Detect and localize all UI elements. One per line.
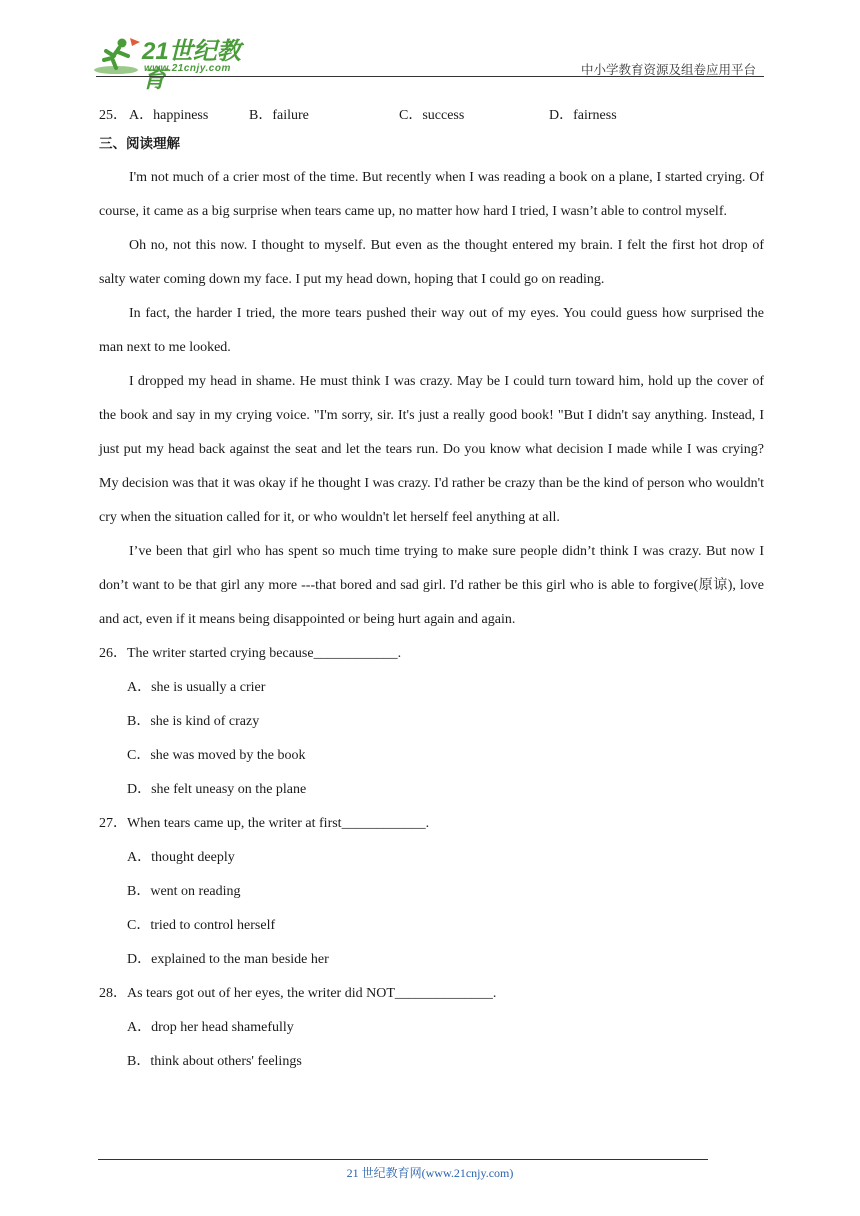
logo-wordmark: 21世纪教育 bbox=[142, 38, 241, 93]
option-a: A．happiness bbox=[129, 108, 209, 123]
question-28-option-a: A．drop her head shamefully bbox=[127, 1020, 294, 1035]
header-divider bbox=[96, 76, 764, 77]
passage-paragraph-4: I dropped my head in shame. He must think I was crazy. May be I could turn toward him, hold up the cover of the book and say in my crying voice. "I'm sorry, sir. It's just a really good book! "But I didn't say anything. Instead, I just put my head back against the seat and let the tears run. Do you know what decision I made while I was crying? My decision was that it was okay if he thought I was crazy. I'd rather be crazy than be the kind of person who wouldn't cry when the situation called for it, or who wouldn't let herself feel anything at all. bbox=[99, 374, 764, 525]
logo-url: www.21cnjy.com bbox=[144, 63, 231, 74]
question-25-options bbox=[99, 105, 764, 127]
question-28-stem: 28．As tears got out of her eyes, the writer did NOT______________. bbox=[99, 986, 497, 1001]
question-26-option-d: D．she felt uneasy on the plane bbox=[127, 782, 307, 797]
question-26-stem: 26．The writer started crying because____________. bbox=[99, 646, 402, 661]
passage-paragraph-2: Oh no, not this now. I thought to myself. But even as the thought entered my brain. I felt the first hot drop of salty water coming down my face. I put my head down, hoping that I could go on reading. bbox=[99, 238, 764, 287]
question-26-option-c: C．she was moved by the book bbox=[127, 748, 306, 763]
option-d: D．fairness bbox=[549, 108, 617, 123]
header-platform-name: 中小学教育资源及组卷应用平台 bbox=[580, 63, 756, 77]
question-28-option-b: B．think about others' feelings bbox=[127, 1054, 302, 1069]
question-26-option-a: A．she is usually a crier bbox=[127, 680, 266, 695]
question-27-option-c: C．tried to control herself bbox=[127, 918, 276, 933]
question-26-option-b: B．she is kind of crazy bbox=[127, 714, 260, 729]
question-27-stem: 27．When tears came up, the writer at first____________. bbox=[99, 816, 430, 831]
runner-logo-icon bbox=[92, 36, 144, 76]
footer-divider bbox=[98, 1159, 708, 1160]
question-number: 25． bbox=[99, 108, 127, 123]
passage-paragraph-5: I’ve been that girl who has spent so much time trying to make sure people didn’t think I was crazy. But now I don’t want to be that girl any more ---that bored and sad girl. I'd rather be this girl who is able to forgive(原谅), love and act, even if it means being disappointed or being hurt again and again. bbox=[99, 544, 764, 627]
passage-paragraph-3: In fact, the harder I tried, the more tears pushed their way out of my eyes. You could guess how surprised the man next to me looked. bbox=[99, 306, 764, 355]
passage-paragraph-1: I'm not much of a crier most of the time. But recently when I was reading a book on a plane, I started crying. Of course, it came as a big surprise when tears came up, no matter how hard I tried, I wasn’t able to control myself. bbox=[99, 170, 764, 219]
site-logo[interactable] bbox=[92, 36, 262, 93]
option-c: C．success bbox=[399, 108, 465, 123]
question-27-option-a: A．thought deeply bbox=[127, 850, 235, 865]
question-27-option-b: B．went on reading bbox=[127, 884, 241, 899]
question-27-option-d: D．explained to the man beside her bbox=[127, 952, 329, 967]
section-title: 三、阅读理解 bbox=[99, 136, 180, 152]
option-b: B．failure bbox=[249, 108, 309, 123]
footer-site-link[interactable]: 21 世纪教育网(www.21cnjy.com) bbox=[346, 1166, 514, 1180]
main-content bbox=[99, 105, 764, 1079]
